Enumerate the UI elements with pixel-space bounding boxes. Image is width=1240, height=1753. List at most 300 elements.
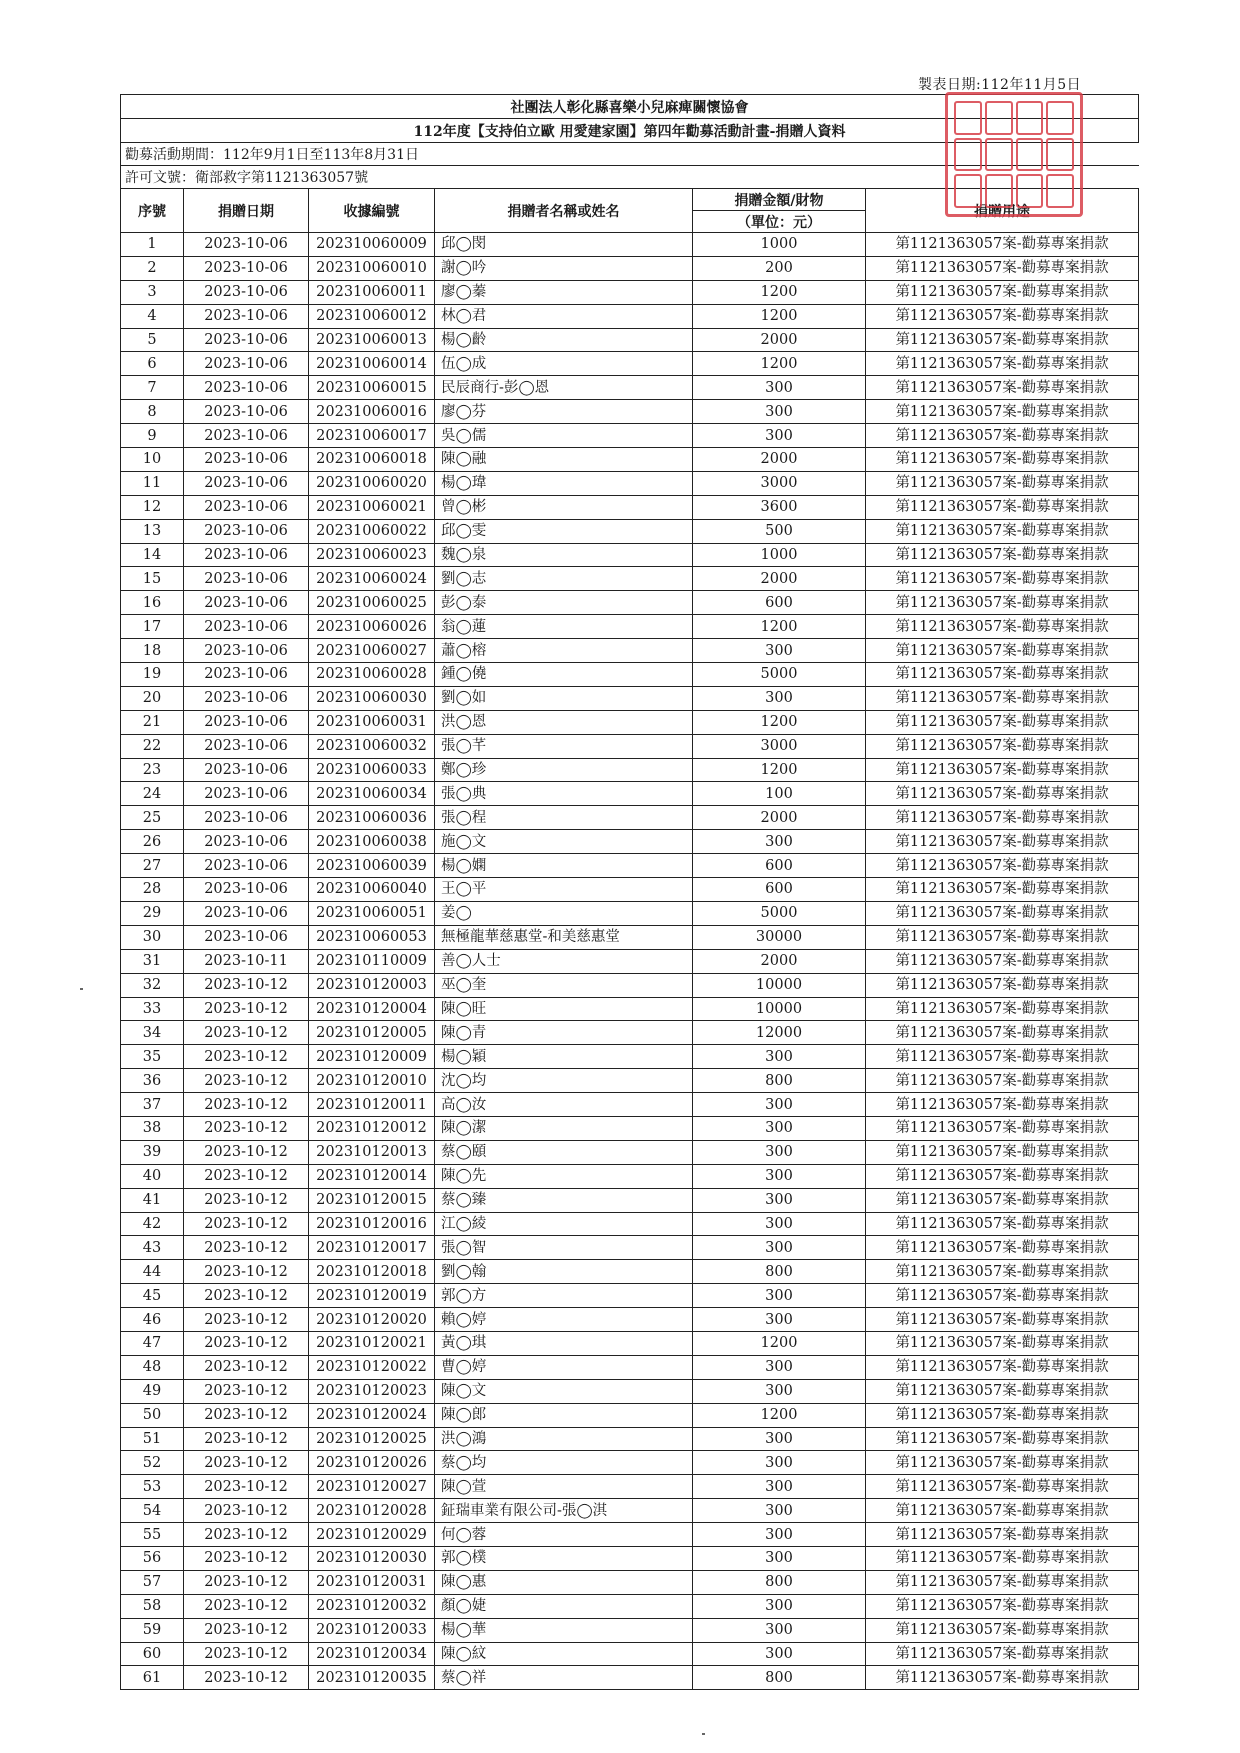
- row-index: 59: [121, 1618, 184, 1642]
- row-index: 29: [121, 901, 184, 925]
- row-purpose: 第1121363057案-勸募專案捐款: [866, 519, 1139, 543]
- row-donor-name: 顏◯婕: [435, 1594, 693, 1618]
- row-donor-name: 蕭◯榕: [435, 639, 693, 663]
- row-donor-name: 賴◯婷: [435, 1308, 693, 1332]
- row-donor-name: 蔡◯均: [435, 1451, 693, 1475]
- row-date: 2023-10-12: [184, 973, 309, 997]
- row-purpose: 第1121363057案-勸募專案捐款: [866, 734, 1139, 758]
- row-amount: 300: [693, 1188, 866, 1212]
- row-donor-name: 謝◯吟: [435, 256, 693, 280]
- row-index: 52: [121, 1451, 184, 1475]
- table-row: [121, 1427, 1139, 1451]
- row-amount: 1200: [693, 758, 866, 782]
- row-donor-name: 蔡◯頤: [435, 1140, 693, 1164]
- row-receipt-number: 202310120027: [309, 1475, 435, 1499]
- row-date: 2023-10-06: [184, 304, 309, 328]
- row-date: 2023-10-06: [184, 233, 309, 257]
- row-receipt-number: 202310120003: [309, 973, 435, 997]
- row-amount: 300: [693, 400, 866, 424]
- row-amount: 200: [693, 256, 866, 280]
- row-amount: 5000: [693, 663, 866, 687]
- row-donor-name: 張◯程: [435, 806, 693, 830]
- row-amount: 3600: [693, 495, 866, 519]
- row-purpose: 第1121363057案-勸募專案捐款: [866, 615, 1139, 639]
- row-amount: 300: [693, 1427, 866, 1451]
- row-index: 30: [121, 925, 184, 949]
- row-donor-name: 劉◯翰: [435, 1260, 693, 1284]
- row-amount: 1000: [693, 543, 866, 567]
- row-receipt-number: 202310120028: [309, 1499, 435, 1523]
- header-name: 捐贈者名稱或姓名: [435, 189, 693, 233]
- row-index: 44: [121, 1260, 184, 1284]
- row-donor-name: 劉◯志: [435, 567, 693, 591]
- row-donor-name: 蔡◯祥: [435, 1666, 693, 1690]
- row-donor-name: 楊◯穎: [435, 1045, 693, 1069]
- row-purpose: 第1121363057案-勸募專案捐款: [866, 424, 1139, 448]
- row-date: 2023-10-06: [184, 352, 309, 376]
- row-donor-name: 陳◯融: [435, 448, 693, 472]
- row-amount: 800: [693, 1570, 866, 1594]
- row-index: 57: [121, 1570, 184, 1594]
- row-date: 2023-10-12: [184, 1188, 309, 1212]
- table-row: [121, 686, 1139, 710]
- row-receipt-number: 202310060024: [309, 567, 435, 591]
- row-purpose: 第1121363057案-勸募專案捐款: [866, 1523, 1139, 1547]
- row-index: 3: [121, 280, 184, 304]
- row-index: 33: [121, 997, 184, 1021]
- row-index: 16: [121, 591, 184, 615]
- row-date: 2023-10-12: [184, 1212, 309, 1236]
- table-row: [121, 1475, 1139, 1499]
- row-purpose: 第1121363057案-勸募專案捐款: [866, 1379, 1139, 1403]
- row-index: 13: [121, 519, 184, 543]
- row-receipt-number: 202310060014: [309, 352, 435, 376]
- row-donor-name: 魏◯泉: [435, 543, 693, 567]
- row-amount: 800: [693, 1069, 866, 1093]
- row-donor-name: 廖◯蓁: [435, 280, 693, 304]
- table-row: [121, 519, 1139, 543]
- row-receipt-number: 202310120035: [309, 1666, 435, 1690]
- row-index: 60: [121, 1642, 184, 1666]
- row-purpose: 第1121363057案-勸募專案捐款: [866, 1308, 1139, 1332]
- row-donor-name: 洪◯鴻: [435, 1427, 693, 1451]
- row-purpose: 第1121363057案-勸募專案捐款: [866, 1093, 1139, 1117]
- row-index: 35: [121, 1045, 184, 1069]
- row-index: 31: [121, 949, 184, 973]
- table-row: [121, 1188, 1139, 1212]
- row-index: 56: [121, 1546, 184, 1570]
- row-donor-name: 陳◯惠: [435, 1570, 693, 1594]
- row-index: 14: [121, 543, 184, 567]
- row-receipt-number: 202310120031: [309, 1570, 435, 1594]
- table-row: [121, 591, 1139, 615]
- row-purpose: 第1121363057案-勸募專案捐款: [866, 1666, 1139, 1690]
- table-row: [121, 901, 1139, 925]
- plan-title: 112年度【支持伯立歐 用愛建家園】第四年勸募活動計畫-捐贈人資料: [121, 119, 1139, 143]
- row-receipt-number: 202310060034: [309, 782, 435, 806]
- table-row: [121, 1666, 1139, 1690]
- table-row: [121, 1355, 1139, 1379]
- row-receipt-number: 202310060033: [309, 758, 435, 782]
- row-donor-name: 無極龍華慈惠堂-和美慈惠堂: [435, 925, 693, 949]
- row-donor-name: 郭◯樸: [435, 1546, 693, 1570]
- table-row: [121, 1045, 1139, 1069]
- table-row: [121, 471, 1139, 495]
- row-amount: 300: [693, 1618, 866, 1642]
- row-receipt-number: 202310060025: [309, 591, 435, 615]
- row-date: 2023-10-12: [184, 1523, 309, 1547]
- table-row: [121, 1236, 1139, 1260]
- table-row: [121, 1523, 1139, 1547]
- row-purpose: 第1121363057案-勸募專案捐款: [866, 1618, 1139, 1642]
- header-receipt: 收據編號: [309, 189, 435, 233]
- table-row: [121, 233, 1139, 257]
- table-row: [121, 1093, 1139, 1117]
- row-receipt-number: 202310060028: [309, 663, 435, 687]
- official-seal-stamp: [945, 92, 1083, 217]
- row-donor-name: 陳◯萱: [435, 1475, 693, 1499]
- row-receipt-number: 202310060020: [309, 471, 435, 495]
- row-date: 2023-10-06: [184, 782, 309, 806]
- table-row: [121, 543, 1139, 567]
- row-donor-name: 劉◯如: [435, 686, 693, 710]
- row-amount: 300: [693, 686, 866, 710]
- row-index: 40: [121, 1164, 184, 1188]
- row-index: 48: [121, 1355, 184, 1379]
- table-row: [121, 1260, 1139, 1284]
- row-amount: 300: [693, 1212, 866, 1236]
- row-amount: 300: [693, 1045, 866, 1069]
- row-date: 2023-10-06: [184, 710, 309, 734]
- row-donor-name: 伍◯成: [435, 352, 693, 376]
- row-amount: 1200: [693, 304, 866, 328]
- table-row: [121, 256, 1139, 280]
- table-row: [121, 663, 1139, 687]
- table-row: [121, 973, 1139, 997]
- row-donor-name: 陳◯郎: [435, 1403, 693, 1427]
- table-row: [121, 448, 1139, 472]
- row-amount: 1000: [693, 233, 866, 257]
- row-date: 2023-10-12: [184, 1260, 309, 1284]
- row-receipt-number: 202310120024: [309, 1403, 435, 1427]
- row-receipt-number: 202310120017: [309, 1236, 435, 1260]
- row-receipt-number: 202310060053: [309, 925, 435, 949]
- row-amount: 2000: [693, 949, 866, 973]
- row-amount: 300: [693, 1523, 866, 1547]
- row-receipt-number: 202310120030: [309, 1546, 435, 1570]
- row-purpose: 第1121363057案-勸募專案捐款: [866, 1069, 1139, 1093]
- table-row: [121, 304, 1139, 328]
- row-donor-name: 張◯典: [435, 782, 693, 806]
- donor-rows: [121, 233, 1139, 1690]
- row-index: 23: [121, 758, 184, 782]
- row-amount: 300: [693, 1355, 866, 1379]
- table-row: [121, 806, 1139, 830]
- row-receipt-number: 202310060036: [309, 806, 435, 830]
- scan-speck: [702, 1733, 705, 1735]
- row-donor-name: 巫◯奎: [435, 973, 693, 997]
- row-donor-name: 彭◯泰: [435, 591, 693, 615]
- row-index: 22: [121, 734, 184, 758]
- row-donor-name: 陳◯文: [435, 1379, 693, 1403]
- table-row: [121, 424, 1139, 448]
- row-purpose: 第1121363057案-勸募專案捐款: [866, 352, 1139, 376]
- row-date: 2023-10-06: [184, 758, 309, 782]
- table-row: [121, 1403, 1139, 1427]
- table-row: [121, 925, 1139, 949]
- table-row: [121, 997, 1139, 1021]
- row-receipt-number: 202310120013: [309, 1140, 435, 1164]
- row-date: 2023-10-06: [184, 543, 309, 567]
- row-amount: 5000: [693, 901, 866, 925]
- row-amount: 300: [693, 1236, 866, 1260]
- row-purpose: 第1121363057案-勸募專案捐款: [866, 256, 1139, 280]
- row-amount: 100: [693, 782, 866, 806]
- table-row: [121, 854, 1139, 878]
- row-purpose: 第1121363057案-勸募專案捐款: [866, 1642, 1139, 1666]
- table-row: [121, 1618, 1139, 1642]
- activity-period: 勸募活動期間：112年9月1日至113年8月31日: [121, 143, 1139, 166]
- row-date: 2023-10-12: [184, 1499, 309, 1523]
- row-date: 2023-10-12: [184, 1379, 309, 1403]
- row-date: 2023-10-12: [184, 1427, 309, 1451]
- row-amount: 1200: [693, 1403, 866, 1427]
- row-purpose: 第1121363057案-勸募專案捐款: [866, 591, 1139, 615]
- table-row: [121, 1642, 1139, 1666]
- row-donor-name: 江◯綾: [435, 1212, 693, 1236]
- row-date: 2023-10-12: [184, 1140, 309, 1164]
- row-amount: 300: [693, 1451, 866, 1475]
- row-amount: 300: [693, 1093, 866, 1117]
- row-receipt-number: 202310120009: [309, 1045, 435, 1069]
- row-date: 2023-10-06: [184, 854, 309, 878]
- row-index: 42: [121, 1212, 184, 1236]
- row-index: 10: [121, 448, 184, 472]
- row-date: 2023-10-12: [184, 1093, 309, 1117]
- row-date: 2023-10-12: [184, 1116, 309, 1140]
- row-donor-name: 民辰商行-彭◯恩: [435, 376, 693, 400]
- row-date: 2023-10-12: [184, 1666, 309, 1690]
- row-purpose: 第1121363057案-勸募專案捐款: [866, 1427, 1139, 1451]
- table-row: [121, 639, 1139, 663]
- row-receipt-number: 202310120020: [309, 1308, 435, 1332]
- row-index: 11: [121, 471, 184, 495]
- row-purpose: 第1121363057案-勸募專案捐款: [866, 471, 1139, 495]
- row-amount: 300: [693, 1116, 866, 1140]
- row-receipt-number: 202310060022: [309, 519, 435, 543]
- row-purpose: 第1121363057案-勸募專案捐款: [866, 710, 1139, 734]
- row-donor-name: 楊◯嫻: [435, 854, 693, 878]
- table-row: [121, 1451, 1139, 1475]
- row-date: 2023-10-06: [184, 495, 309, 519]
- row-purpose: 第1121363057案-勸募專案捐款: [866, 854, 1139, 878]
- row-donor-name: 廖◯芬: [435, 400, 693, 424]
- row-purpose: 第1121363057案-勸募專案捐款: [866, 1140, 1139, 1164]
- row-receipt-number: 202310120034: [309, 1642, 435, 1666]
- row-purpose: 第1121363057案-勸募專案捐款: [866, 1570, 1139, 1594]
- row-amount: 500: [693, 519, 866, 543]
- row-donor-name: 邱◯閔: [435, 233, 693, 257]
- table-row: [121, 567, 1139, 591]
- row-purpose: 第1121363057案-勸募專案捐款: [866, 1331, 1139, 1355]
- org-title: 社團法人彰化縣喜樂小兒麻痺關懷協會: [121, 95, 1139, 119]
- row-amount: 300: [693, 1379, 866, 1403]
- row-purpose: 第1121363057案-勸募專案捐款: [866, 1546, 1139, 1570]
- row-amount: 300: [693, 1164, 866, 1188]
- row-donor-name: 曾◯彬: [435, 495, 693, 519]
- row-date: 2023-10-06: [184, 376, 309, 400]
- scan-speck: [80, 988, 83, 990]
- row-index: 47: [121, 1331, 184, 1355]
- header-amount: 捐贈金額/財物: [693, 189, 866, 211]
- row-index: 28: [121, 878, 184, 902]
- row-amount: 2000: [693, 328, 866, 352]
- row-index: 34: [121, 1021, 184, 1045]
- table-row: [121, 328, 1139, 352]
- row-purpose: 第1121363057案-勸募專案捐款: [866, 1045, 1139, 1069]
- row-date: 2023-10-06: [184, 615, 309, 639]
- row-donor-name: 翁◯蓮: [435, 615, 693, 639]
- table-row: [121, 615, 1139, 639]
- row-receipt-number: 202310060040: [309, 878, 435, 902]
- row-index: 37: [121, 1093, 184, 1117]
- row-receipt-number: 202310120023: [309, 1379, 435, 1403]
- table-row: [121, 400, 1139, 424]
- row-receipt-number: 202310060017: [309, 424, 435, 448]
- row-date: 2023-10-12: [184, 1308, 309, 1332]
- row-index: 24: [121, 782, 184, 806]
- row-index: 53: [121, 1475, 184, 1499]
- row-donor-name: 邱◯雯: [435, 519, 693, 543]
- row-date: 2023-10-12: [184, 1021, 309, 1045]
- row-donor-name: 鍾◯僥: [435, 663, 693, 687]
- row-amount: 600: [693, 878, 866, 902]
- row-receipt-number: 202310060016: [309, 400, 435, 424]
- row-receipt-number: 202310060023: [309, 543, 435, 567]
- table-row: [121, 878, 1139, 902]
- row-index: 27: [121, 854, 184, 878]
- row-purpose: 第1121363057案-勸募專案捐款: [866, 925, 1139, 949]
- row-purpose: 第1121363057案-勸募專案捐款: [866, 1403, 1139, 1427]
- row-purpose: 第1121363057案-勸募專案捐款: [866, 543, 1139, 567]
- row-index: 49: [121, 1379, 184, 1403]
- row-amount: 600: [693, 854, 866, 878]
- row-receipt-number: 202310060032: [309, 734, 435, 758]
- row-amount: 2000: [693, 567, 866, 591]
- row-receipt-number: 202310120014: [309, 1164, 435, 1188]
- row-date: 2023-10-06: [184, 448, 309, 472]
- row-donor-name: 吳◯儒: [435, 424, 693, 448]
- row-amount: 800: [693, 1666, 866, 1690]
- row-index: 9: [121, 424, 184, 448]
- row-index: 38: [121, 1116, 184, 1140]
- row-donor-name: 陳◯先: [435, 1164, 693, 1188]
- row-purpose: 第1121363057案-勸募專案捐款: [866, 1116, 1139, 1140]
- row-amount: 300: [693, 424, 866, 448]
- row-receipt-number: 202310060030: [309, 686, 435, 710]
- row-purpose: 第1121363057案-勸募專案捐款: [866, 686, 1139, 710]
- row-amount: 300: [693, 1140, 866, 1164]
- table-row: [121, 1140, 1139, 1164]
- row-date: 2023-10-06: [184, 663, 309, 687]
- row-amount: 2000: [693, 806, 866, 830]
- row-date: 2023-10-06: [184, 591, 309, 615]
- row-receipt-number: 202310120010: [309, 1069, 435, 1093]
- row-purpose: 第1121363057案-勸募專案捐款: [866, 997, 1139, 1021]
- table-row: [121, 1499, 1139, 1523]
- row-receipt-number: 202310060039: [309, 854, 435, 878]
- row-receipt-number: 202310120021: [309, 1331, 435, 1355]
- row-donor-name: 陳◯旺: [435, 997, 693, 1021]
- row-donor-name: 陳◯青: [435, 1021, 693, 1045]
- row-date: 2023-10-06: [184, 639, 309, 663]
- row-donor-name: 林◯君: [435, 304, 693, 328]
- table-row: [121, 280, 1139, 304]
- row-amount: 1200: [693, 710, 866, 734]
- row-amount: 300: [693, 1499, 866, 1523]
- row-purpose: 第1121363057案-勸募專案捐款: [866, 448, 1139, 472]
- row-purpose: 第1121363057案-勸募專案捐款: [866, 663, 1139, 687]
- row-receipt-number: 202310060013: [309, 328, 435, 352]
- row-amount: 30000: [693, 925, 866, 949]
- row-amount: 300: [693, 1308, 866, 1332]
- row-donor-name: 蔡◯臻: [435, 1188, 693, 1212]
- row-date: 2023-10-06: [184, 878, 309, 902]
- row-donor-name: 洪◯恩: [435, 710, 693, 734]
- row-donor-name: 高◯汝: [435, 1093, 693, 1117]
- row-purpose: 第1121363057案-勸募專案捐款: [866, 1188, 1139, 1212]
- made-date: 製表日期:112年11月5日: [918, 77, 1082, 93]
- row-date: 2023-10-12: [184, 1069, 309, 1093]
- table-row: [121, 376, 1139, 400]
- row-amount: 3000: [693, 734, 866, 758]
- row-index: 41: [121, 1188, 184, 1212]
- table-row: [121, 1069, 1139, 1093]
- row-date: 2023-10-11: [184, 949, 309, 973]
- row-donor-name: 楊◯齡: [435, 328, 693, 352]
- row-amount: 1200: [693, 352, 866, 376]
- row-purpose: 第1121363057案-勸募專案捐款: [866, 830, 1139, 854]
- row-index: 21: [121, 710, 184, 734]
- row-receipt-number: 202310060038: [309, 830, 435, 854]
- row-index: 20: [121, 686, 184, 710]
- row-amount: 300: [693, 1475, 866, 1499]
- row-donor-name: 鄭◯珍: [435, 758, 693, 782]
- row-date: 2023-10-12: [184, 1642, 309, 1666]
- row-amount: 600: [693, 591, 866, 615]
- row-date: 2023-10-12: [184, 1331, 309, 1355]
- row-date: 2023-10-06: [184, 901, 309, 925]
- row-index: 7: [121, 376, 184, 400]
- row-receipt-number: 202310060018: [309, 448, 435, 472]
- row-receipt-number: 202310120025: [309, 1427, 435, 1451]
- row-date: 2023-10-06: [184, 686, 309, 710]
- row-amount: 3000: [693, 471, 866, 495]
- row-purpose: 第1121363057案-勸募專案捐款: [866, 495, 1139, 519]
- header-index: 序號: [121, 189, 184, 233]
- row-receipt-number: 202310120016: [309, 1212, 435, 1236]
- row-index: 54: [121, 1499, 184, 1523]
- row-date: 2023-10-12: [184, 997, 309, 1021]
- row-receipt-number: 202310120029: [309, 1523, 435, 1547]
- row-date: 2023-10-12: [184, 1236, 309, 1260]
- row-receipt-number: 202310120015: [309, 1188, 435, 1212]
- row-receipt-number: 202310060027: [309, 639, 435, 663]
- row-receipt-number: 202310120012: [309, 1116, 435, 1140]
- row-donor-name: 王◯平: [435, 878, 693, 902]
- row-index: 17: [121, 615, 184, 639]
- row-receipt-number: 202310060026: [309, 615, 435, 639]
